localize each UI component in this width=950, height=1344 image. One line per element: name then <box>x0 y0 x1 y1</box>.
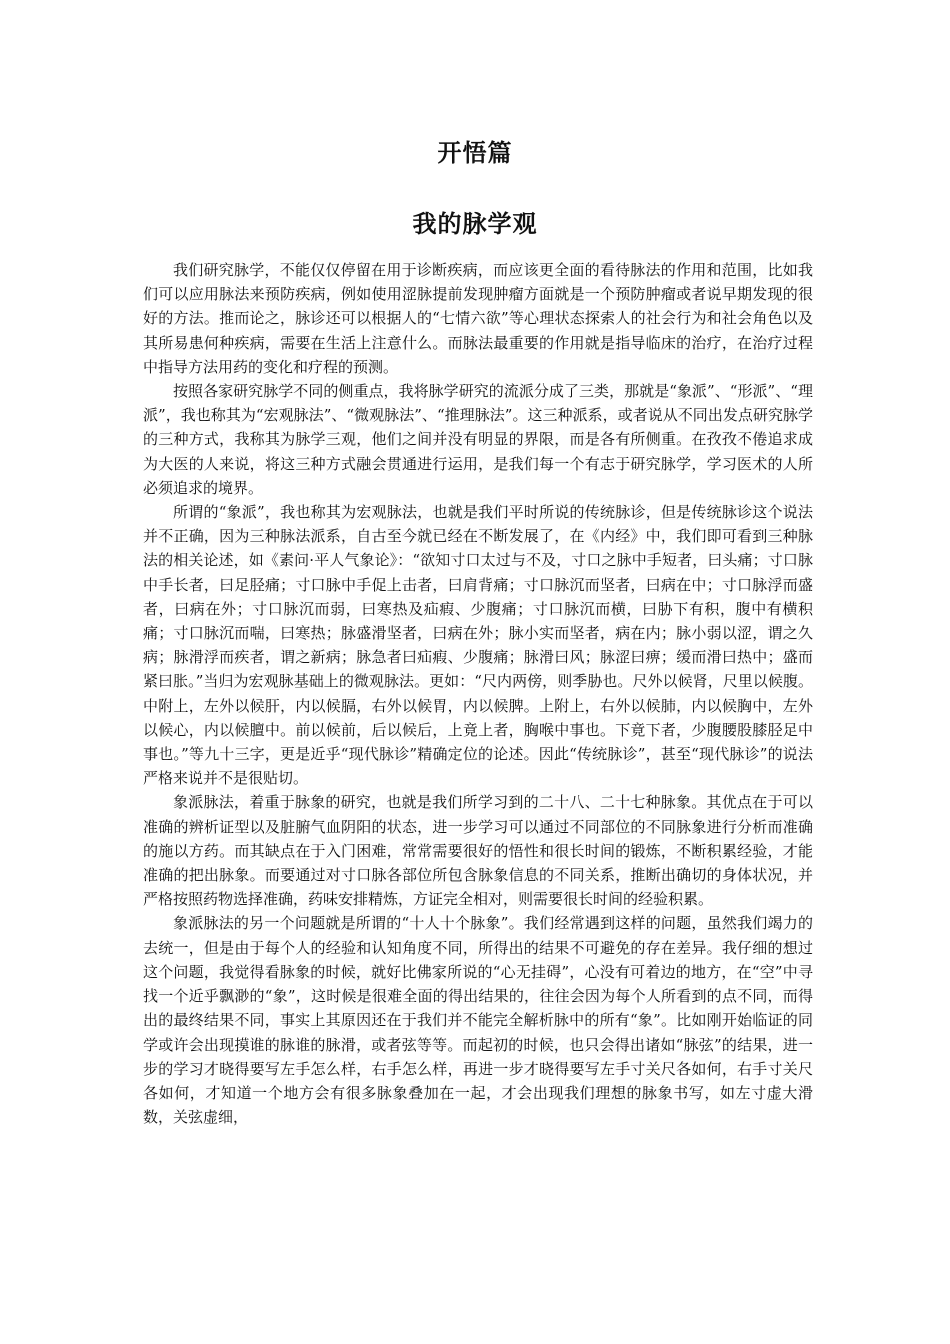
paragraph-1: 我们研究脉学，不能仅仅停留在用于诊断疾病，而应该更全面的看待脉法的作用和范围，比如我们可以应用脉法来预防疾病，例如使用涩脉提前发现肿瘤方面就是一个预防肿瘤或者说早期发现的很好的方法。推而论之，脉诊还可以根据人的“七情六欲”等心理状态探索人的社会行为和社会角色以及其所易患何种疾病，需要在生活上注意什么。而脉法最重要的作用就是指导临床的治疗，在治疗过程中指导方法用药的变化和疗程的预测。 <box>143 261 813 376</box>
paragraph-4: 象派脉法，着重于脉象的研究，也就是我们所学习到的二十八、二十七种脉象。其优点在于可以准确的辨析证型以及脏腑气血阴阳的状态，进一步学习可以通过不同部位的不同脉象进行分析而准确的施以方药。而其缺点在于入门困难，常常需要很好的悟性和很长时间的锻炼，不断积累经验，才能准确的把出脉象。而要通过对寸口脉各部位所包含脉象信息的不同关系，推断出确切的身体状况，并严格按照药物选择准确，药味安排精炼，方证完全相对，则需要很长时间的经验积累。 <box>143 793 813 909</box>
chapter-title: 我的脉学观 <box>412 209 538 238</box>
paragraph-5: 象派脉法的另一个问题就是所谓的“十人十个脉象”。我们经常遇到这样的问题，虽然我们竭力的去统一，但是由于每个人的经验和认知角度不同，所得出的结果不可避免的存在差异。我仔细的想过这个问题，我觉得看脉象的时候，就好比佛家所说的“心无挂碍”，心没有可着边的地方，在“空”中寻找一个近乎飘渺的“象”，这时候是很难全面的得出结果的，往往会因为每个人所看到的点不同，而得出的最终结果不同，事实上其原因还在于我们并不能完全解析脉中的所有“象”。比如刚开始临证的同学或许会出现摸谁的脉谁的脉滑，或者弦等等。而起初的时候，也只会得出诸如“脉弦”的结果，进一步的学习才晓得要写左手怎么样，右手怎么样，再进一步才晓得要写左手寸关尺各如何，右手寸关尺各如何，才知道一个地方会有很多脉象叠加在一起，才会出现我们理想的脉象书写，如左寸虚大滑数，关弦虚细， <box>143 914 813 1127</box>
paragraph-3: 所谓的“象派”，我也称其为宏观脉法，也就是我们平时所说的传统脉诊，但是传统脉诊这个说法并不正确，因为三种脉法派系，自古至今就已经在不断发展了，在《内经》中，我们即可看到三种脉法的相关论述，如《素问·平人气象论》：“欲知寸口太过与不及，寸口之脉中手短者，曰头痛；寸口脉中手长者，曰足胫痛；寸口脉中手促上击者，曰肩背痛；寸口脉沉而坚者，曰病在中；寸口脉浮而盛者，曰病在外；寸口脉沉而弱，曰寒热及疝瘕、少腹痛；寸口脉沉而横，曰胁下有积，腹中有横积痛；寸口脉沉而喘，曰寒热；脉盛滑坚者，曰病在外；脉小实而坚者，病在内；脉小弱以涩，谓之久病；脉滑浮而疾者，谓之新病；脉急者曰疝瘕、少腹痛；脉滑曰风；脉涩曰痹；缓而滑曰热中；盛而紧曰胀。”当归为宏观脉基础上的微观脉法。更如：“尺内两傍，则季胁也。尺外以候肾，尺里以候腹。中附上，左外以候肝，内以候膈，右外以候胃，内以候脾。上附上，右外以候肺，内以候胸中，左外以候心，内以候膻中。前以候前，后以候后，上竟上者，胸喉中事也。下竟下者，少腹腰股膝胫足中事也。”等九十三字，更是近乎“现代脉诊”精确定位的论述。因此“传统脉诊”，甚至“现代脉诊”的说法严格来说并不是很贴切。 <box>143 503 813 788</box>
section-title: 开悟篇 <box>437 138 513 167</box>
paragraph-2: 按照各家研究脉学不同的侧重点，我将脉学研究的流派分成了三类，那就是“象派”、“形派”、“理派”，我也称其为“宏观脉法”、“微观脉法”、“推理脉法”。这三种派系，或者说从不同出发点研究脉学的三种方式，我称其为脉学三观，他们之间并没有明显的界限，而是各有所侧重。在孜孜不倦追求成为大医的人来说，将这三种方式融会贯通进行运用，是我们每一个有志于研究脉学，学习医术的人所必须追求的境界。 <box>143 382 813 497</box>
body-text <box>143 258 813 1129</box>
